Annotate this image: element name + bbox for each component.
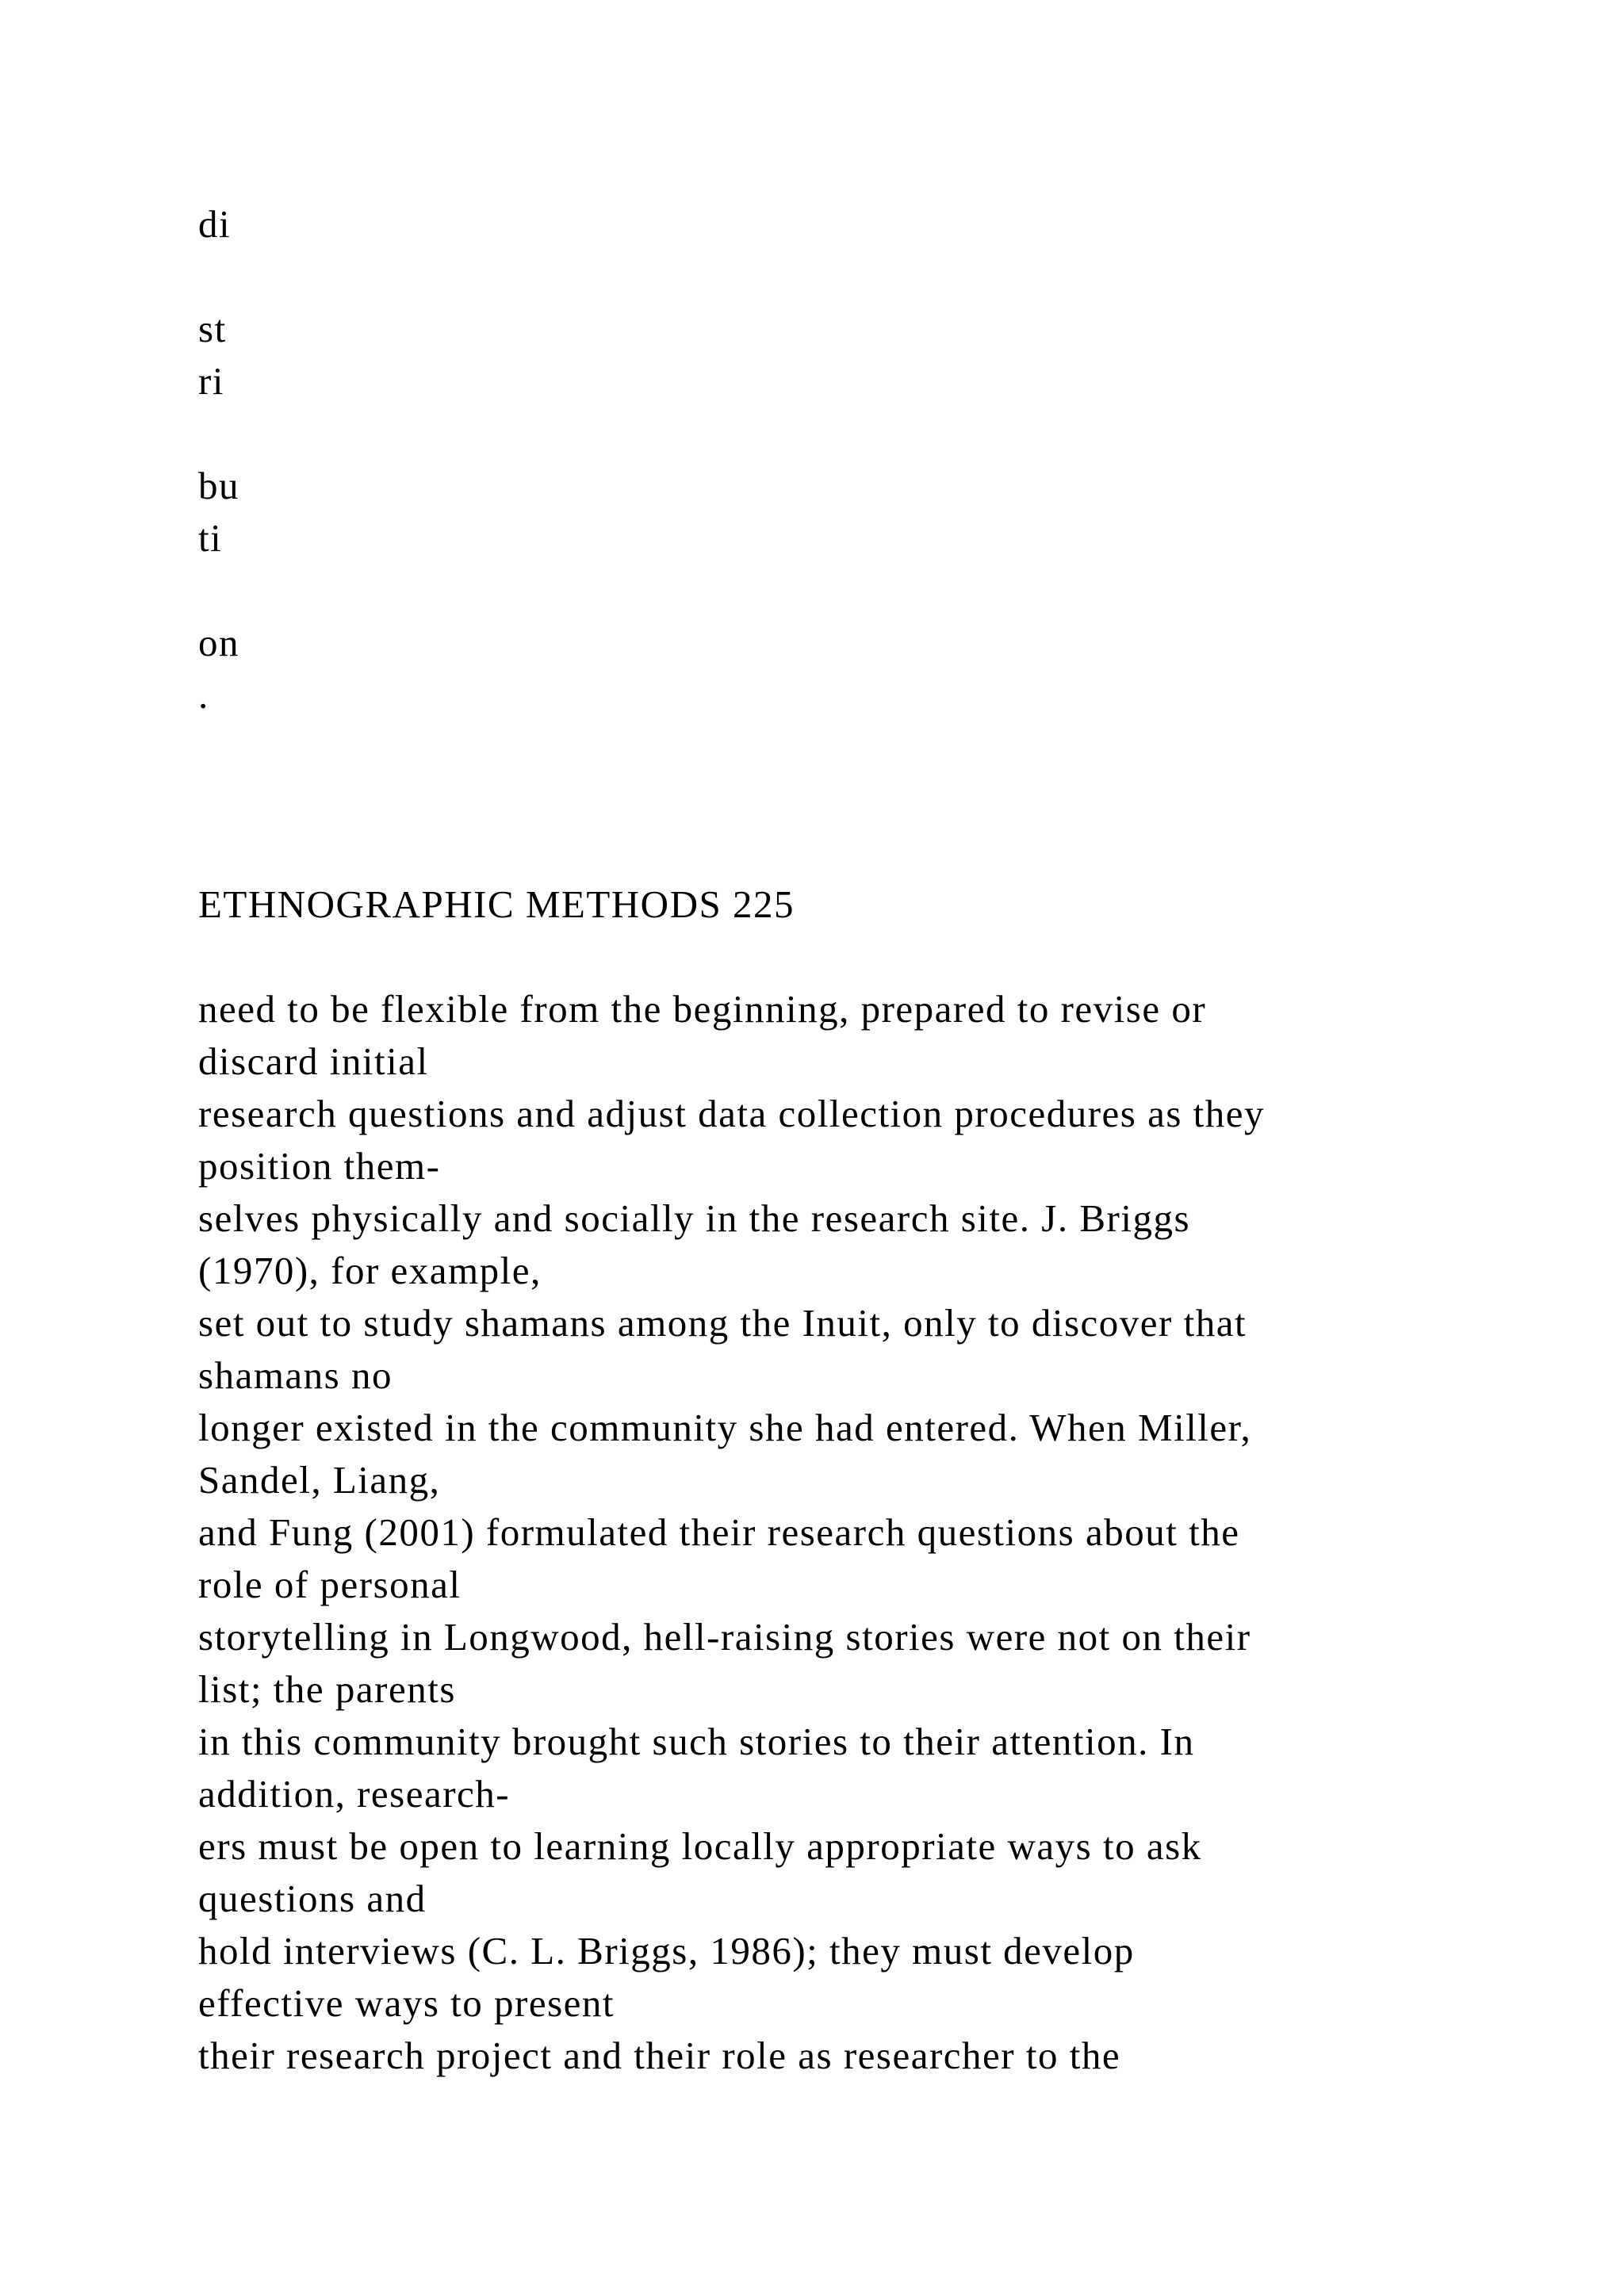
body-line: questions and — [198, 1877, 427, 1920]
body-line: storytelling in Longwood, hell-raising stories were not on their — [198, 1615, 1251, 1659]
running-header: ETHNOGRAPHIC METHODS 225 — [198, 882, 795, 926]
body-line: list; the parents — [198, 1667, 456, 1711]
body-line: in this community brought such stories to their attention. In — [198, 1720, 1195, 1763]
body-line: need to be flexible from the beginning, prepared to revise or — [198, 987, 1207, 1031]
watermark-fragment: . — [198, 673, 209, 717]
body-line: longer existed in the community she had entered. When Miller, — [198, 1406, 1252, 1449]
body-line: ers must be open to learning locally appropriate ways to ask — [198, 1824, 1202, 1868]
body-line: position them- — [198, 1144, 441, 1188]
body-line: set out to study shamans among the Inuit, only to discover that — [198, 1301, 1247, 1345]
body-line: discard initial — [198, 1039, 429, 1083]
body-line: effective ways to present — [198, 1981, 615, 2025]
body-line: hold interviews (C. L. Briggs, 1986); they must develop — [198, 1929, 1135, 1973]
body-line: their research project and their role as researcher to the — [198, 2034, 1121, 2077]
body-line: role of personal — [198, 1563, 462, 1606]
body-line: addition, research- — [198, 1772, 511, 1816]
watermark-fragment: bu — [198, 464, 239, 507]
watermark-fragment: ri — [198, 359, 224, 403]
watermark-fragment: di — [198, 202, 232, 246]
watermark-fragment: st — [198, 307, 227, 350]
watermark-fragment: on — [198, 621, 239, 664]
body-line: shamans no — [198, 1353, 393, 1397]
body-line: Sandel, Liang, — [198, 1458, 441, 1502]
watermark-fragment: ti — [198, 516, 223, 560]
body-line: selves physically and socially in the research site. J. Briggs — [198, 1196, 1191, 1240]
body-line: and Fung (2001) formulated their research questions about the — [198, 1510, 1240, 1554]
body-line: (1970), for example, — [198, 1249, 542, 1292]
body-line: research questions and adjust data collection procedures as they — [198, 1092, 1266, 1135]
